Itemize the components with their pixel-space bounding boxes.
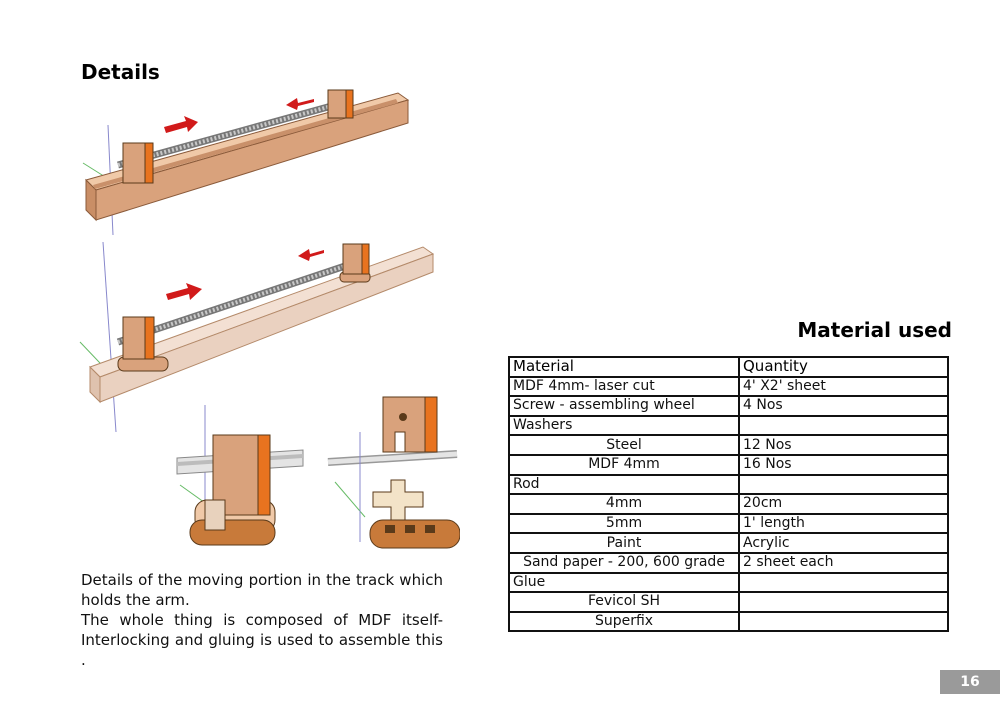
quantity-cell: 1' length (739, 514, 948, 534)
table-row (509, 435, 948, 455)
table-row (509, 612, 948, 632)
details-heading: Details (81, 60, 160, 84)
quantity-cell (739, 475, 948, 495)
table-row (509, 377, 948, 397)
quantity-cell: Acrylic (739, 533, 948, 553)
caption-line: The whole thing is composed of MDF itself- (81, 611, 443, 629)
material-cell: Steel (509, 435, 739, 455)
quantity-cell (739, 573, 948, 593)
material-cell: Screw - assembling wheel (509, 396, 739, 416)
quantity-cell (739, 592, 948, 612)
table-row (509, 533, 948, 553)
quantity-cell: 2 sheet each (739, 553, 948, 573)
table-row (509, 396, 948, 416)
table-row (509, 514, 948, 534)
material-cell: Fevicol SH (509, 592, 739, 612)
table-row (509, 416, 948, 436)
column-header-material: Material (509, 357, 739, 377)
material-cell: Superfix (509, 612, 739, 632)
table-row (509, 573, 948, 593)
material-table-body (509, 377, 948, 632)
table-row (509, 553, 948, 573)
quantity-cell (739, 612, 948, 632)
caption-line: Interlocking and gluing is used to assemble this . (81, 631, 443, 669)
quantity-cell: 20cm (739, 494, 948, 514)
material-cell: MDF 4mm- laser cut (509, 377, 739, 397)
material-table (508, 356, 949, 632)
page-number-badge: 16 (940, 670, 1000, 694)
caption-line: holds the arm. (81, 591, 190, 609)
quantity-cell: 4' X2' sheet (739, 377, 948, 397)
table-row (509, 592, 948, 612)
quantity-cell: 4 Nos (739, 396, 948, 416)
material-cell: Paint (509, 533, 739, 553)
material-cell: Rod (509, 475, 739, 495)
table-row (509, 475, 948, 495)
table-header-row (509, 357, 948, 377)
quantity-cell: 16 Nos (739, 455, 948, 475)
material-cell: Washers (509, 416, 739, 436)
column-header-quantity: Quantity (739, 357, 948, 377)
details-caption (81, 570, 443, 670)
track-illustration-solid (78, 85, 423, 235)
quantity-cell: 12 Nos (739, 435, 948, 455)
table-row (509, 455, 948, 475)
quantity-cell (739, 416, 948, 436)
caption-line: Details of the moving portion in the track which (81, 571, 443, 589)
material-cell: MDF 4mm (509, 455, 739, 475)
material-cell: 4mm (509, 494, 739, 514)
material-heading: Material used (797, 318, 952, 342)
material-cell: 5mm (509, 514, 739, 534)
material-cell: Glue (509, 573, 739, 593)
table-row (509, 494, 948, 514)
slider-closeup-exploded (325, 392, 460, 557)
material-cell: Sand paper - 200, 600 grade (509, 553, 739, 573)
slider-closeup-assembled (175, 400, 305, 555)
